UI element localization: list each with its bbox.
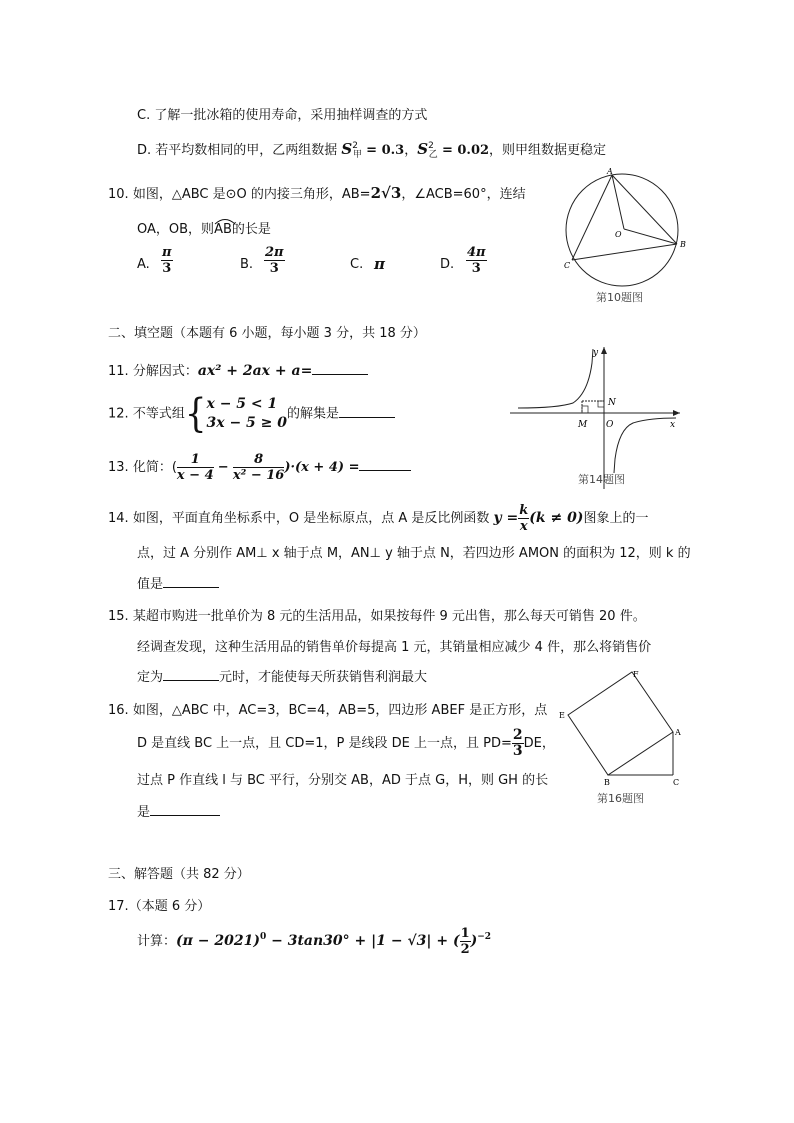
figure-10-circle — [560, 165, 690, 305]
exponent-zero: 0 — [259, 932, 267, 942]
figure-14-hyperbola — [508, 343, 688, 493]
figure-16-caption: 第16题图 — [597, 792, 644, 805]
section-2-title: 二、填空题（本题有 6 小题，每小题 3 分，共 18 分） — [108, 326, 426, 341]
q10-text-a: 如图，△ABC 是⊙O 的内接三角形，AB= — [132, 187, 371, 202]
fraction-1: $\frac{1}{x - 4}$ — [176, 452, 214, 483]
exponent: 2 — [428, 141, 434, 151]
exponent: 2 — [352, 141, 358, 151]
q15-line1: 某超市购进一批单价为 8 元的生活用品，如果按每件 9 元出售，那么每天可销售 20 件。 — [132, 609, 646, 624]
q10-line2 — [137, 218, 271, 237]
q9-option-d — [137, 139, 606, 158]
point-m-label: M — [578, 420, 588, 430]
question-number: 13. — [108, 460, 129, 475]
q10-option-d-label: D. — [440, 257, 455, 272]
point-a-label: A — [675, 728, 681, 737]
q10-option-c-value: π — [374, 255, 385, 273]
answer-blank[interactable] — [312, 374, 368, 375]
point-b-label: B — [604, 778, 610, 787]
q10-option-b-label: B. — [240, 257, 254, 272]
q16-line4: 是 — [137, 801, 220, 820]
q16-line3: 过点 P 作直线 l 与 BC 平行，分别交 AB，AD 于点 G，H，则 GH 的长 — [137, 773, 549, 788]
variance-value-yi: = 0.02 — [441, 143, 490, 158]
pd-fraction: $\frac{2}{3}$ — [512, 727, 523, 759]
point-o-label: O — [615, 230, 622, 239]
question-15 — [108, 605, 646, 624]
q9-option-d-pre: D. 若平均数相同的甲，乙两组数据 — [137, 143, 338, 158]
figure-10-caption: 第10题图 — [596, 291, 643, 304]
question-number: 14. — [108, 511, 129, 526]
q10-option-b-value: $\frac{2\pi}{3}$ — [265, 245, 284, 276]
variance-symbol: S — [341, 140, 353, 158]
q10-options — [137, 245, 517, 285]
question-number: 11. — [108, 364, 129, 379]
q15-line2: 经调查发现，这种生活用品的销售单价每提高 1 元，其销量相应减少 4 件，那么将销售价 — [137, 640, 652, 655]
q16-line1: 如图，△ABC 中，AC=3，BC=4，AB=5，四边形 ABEF 是正方形，点 — [132, 703, 548, 718]
q17-expression — [137, 926, 491, 957]
question-13 — [108, 452, 411, 483]
variance-symbol: S — [417, 140, 429, 158]
figure-14-caption: 第14题图 — [578, 473, 625, 486]
q14-text-a: 如图，平面直角坐标系中，O 是坐标原点，点 A 是反比例函数 — [132, 511, 490, 526]
brace-icon: { — [184, 391, 207, 437]
answer-blank[interactable] — [359, 470, 411, 471]
axis-y-label: y — [593, 348, 599, 358]
function-lhs: y = — [493, 510, 519, 526]
inequality-system: x − 5 < 1 3x − 5 ≥ 0 — [206, 396, 288, 431]
q10-option-c-label: C. — [350, 257, 364, 272]
q14-line2: 点，过 A 分别作 AM⊥ x 轴于点 M，AN⊥ y 轴于点 N，若四边形 AMON 的面积为 12，则 k 的 — [137, 546, 691, 561]
answer-blank[interactable] — [339, 417, 395, 418]
q10-text-d: 的长是 — [231, 222, 271, 237]
answer-blank[interactable] — [163, 587, 219, 588]
minus-sign: − — [217, 460, 229, 475]
one-half-fraction: $\frac{1}{2}$ — [460, 926, 470, 957]
q10-option-a-label: A. — [137, 257, 150, 272]
q11-text: 分解因式： — [132, 364, 198, 379]
exponent-neg-two: −2 — [477, 932, 492, 942]
q12-text-pre: 不等式组 — [132, 406, 185, 422]
q17-expr-a: (π − 2021) — [176, 933, 260, 949]
axis-x-label: x — [670, 420, 676, 430]
point-n-label: N — [608, 398, 616, 408]
question-number: 17. — [108, 899, 129, 914]
q16-line2: D 是直线 BC 上一点，且 CD=1，P 是线段 DE 上一点，且 PD= $\frac{2}{3}$ DE， — [137, 727, 555, 759]
q13-text-post: )·(x + 4) = — [284, 460, 360, 475]
point-c-label: C — [564, 261, 571, 270]
q17-score: （本题 6 分） — [128, 899, 211, 914]
q17-pre: 计算： — [137, 934, 177, 949]
question-number: 10. — [108, 187, 129, 202]
q13-text-pre: 化简：( — [132, 460, 177, 475]
q10-text-c: OA，OB，则 — [137, 222, 215, 237]
q17-expr-c: ) — [470, 933, 478, 949]
comma: ， — [404, 143, 418, 158]
question-14 — [108, 503, 648, 534]
q12-text-post: 的解集是 — [287, 406, 340, 422]
answer-blank[interactable] — [163, 680, 219, 681]
question-12 — [108, 391, 395, 437]
question-number: 12. — [108, 406, 129, 422]
point-c-label: C — [673, 778, 680, 787]
figure-16-square — [556, 665, 686, 810]
point-f-label: F — [633, 670, 639, 679]
q10-text-b: ，∠ACB=60°，连结 — [401, 187, 526, 202]
question-number: 15. — [108, 609, 129, 624]
question-16 — [108, 699, 547, 718]
question-17 — [108, 895, 210, 914]
function-fraction: $\frac{k}{x}$ — [519, 503, 529, 534]
q14-text-b: 图象上的一 — [583, 511, 649, 526]
question-11 — [108, 360, 368, 379]
point-e-label: E — [559, 711, 565, 720]
subscript-yi: 乙 — [428, 150, 438, 160]
q11-expression: ax² + 2ax + a= — [197, 363, 313, 379]
arc-mark-icon — [214, 217, 236, 225]
q10-ab-value: 2√3 — [370, 184, 402, 202]
question-number: 16. — [108, 703, 129, 718]
point-b-label: B — [680, 240, 686, 249]
point-a-label: A — [607, 167, 613, 176]
q14-line3: 值是 — [137, 573, 219, 592]
origin-label: O — [606, 420, 614, 430]
q15-line3: 定为 元时，才能使每天所获销售利润最大 — [137, 670, 428, 685]
arc-ab: AB — [214, 222, 232, 237]
q9-option-d-post: ，则甲组数据更稳定 — [489, 143, 607, 158]
question-10 — [108, 183, 526, 202]
subscript-jia: 甲 — [353, 150, 363, 160]
fraction-2: $\frac{8}{\text{x² − 16}}$ — [232, 452, 285, 483]
q9-option-c: C. 了解一批冰箱的使用寿命，采用抽样调查的方式 — [137, 108, 428, 123]
section-3-title: 三、解答题（共 82 分） — [108, 867, 250, 882]
function-condition: (k ≠ 0) — [529, 510, 584, 526]
q10-option-a-value: $\frac{\pi}{3}$ — [162, 245, 172, 276]
variance-value-jia: = 0.3 — [366, 143, 405, 158]
q17-expr-b: − 3tan30° + |1 − √3| + ( — [266, 933, 460, 949]
answer-blank[interactable] — [150, 815, 220, 816]
q10-option-d-value: $\frac{4\pi}{3}$ — [467, 245, 486, 276]
